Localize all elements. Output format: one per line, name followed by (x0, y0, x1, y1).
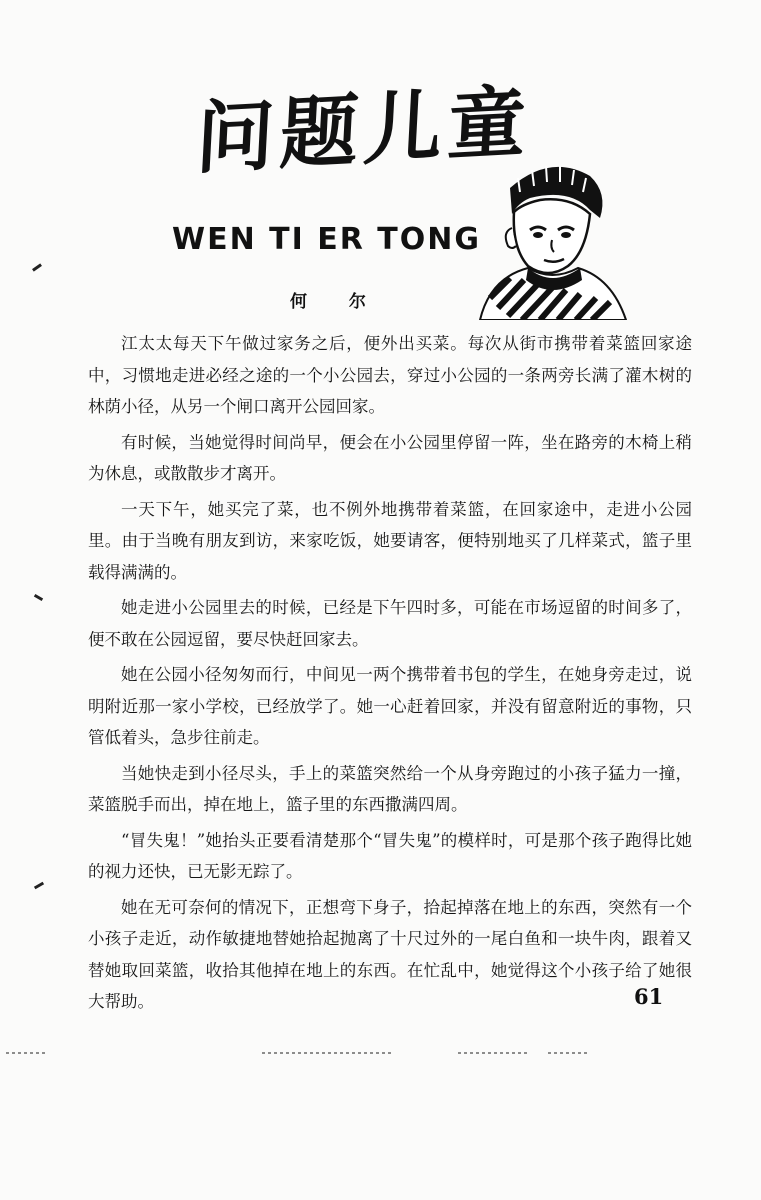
scan-line (548, 1052, 588, 1054)
paragraph: 她在无可奈何的情况下，正想弯下身子，拾起掉落在地上的东西，突然有一个小孩子走近，动作敏捷地替她拾起抛离了十尺过外的一尾白鱼和一块牛肉，跟着又替她取回菜篮，收拾其他掉在地上的东西。在忙乱中，她觉得这个小孩子给了她很大帮助。 (88, 897, 692, 1011)
scan-line (458, 1052, 528, 1054)
paragraph: 当她快走到小径尽头，手上的菜篮突然给一个从身旁跑过的小孩子猛力一撞，菜篮脱手而出，掉在地上，篮子里的东西撒满四周。 (88, 763, 692, 814)
boy-portrait-illustration-icon (440, 148, 630, 320)
scan-mark (34, 594, 43, 601)
scan-mark (32, 263, 42, 271)
scan-mark (34, 882, 44, 890)
title-pinyin: WEN TI ER TONG (172, 222, 481, 257)
scan-line (6, 1052, 46, 1054)
page-number: 61 (634, 984, 664, 1009)
scan-line (262, 1052, 392, 1054)
paragraph: 江太太每天下午做过家务之后，便外出买菜。每次从街市携带着菜篮回家途中，习惯地走进必经之途的一个小公园去，穿过小公园的一条两旁长满了灌木树的林荫小径，从另一个闸口离开公园回家。 (88, 334, 692, 416)
paragraph: “冒失鬼！”她抬头正要看清楚那个“冒失鬼”的模样时，可是那个孩子跑得比她的视力还快，已无影无踪了。 (88, 830, 692, 881)
paragraph: 一天下午，她买完了菜，也不例外地携带着菜篮，在回家途中，走进小公园里。由于当晚有朋友到访，来家吃饭，她要请客，便特别地买了几样菜式，篮子里载得满满的。 (88, 499, 692, 582)
paragraph: 她在公园小径匆匆而行，中间见一两个携带着书包的学生，在她身旁走过，说明附近那一家小学校，已经放学了。她一心赶着回家，并没有留意附近的事物，只管低着头，急步往前走。 (88, 665, 692, 747)
author-name: 何 尔 (290, 292, 384, 312)
paragraph: 有时候，当她觉得时间尚早，便会在小公园里停留一阵，坐在路旁的木椅上稍为休息，或散散步才离开。 (88, 432, 692, 483)
article-body (88, 328, 692, 1022)
title-chinese: 问题儿童 (193, 76, 535, 185)
paragraph: 她走进小公园里去的时候，已经是下午四时多，可能在市场逗留的时间多了，便不敢在公园逗留，要尽快赶回家去。 (88, 598, 692, 649)
